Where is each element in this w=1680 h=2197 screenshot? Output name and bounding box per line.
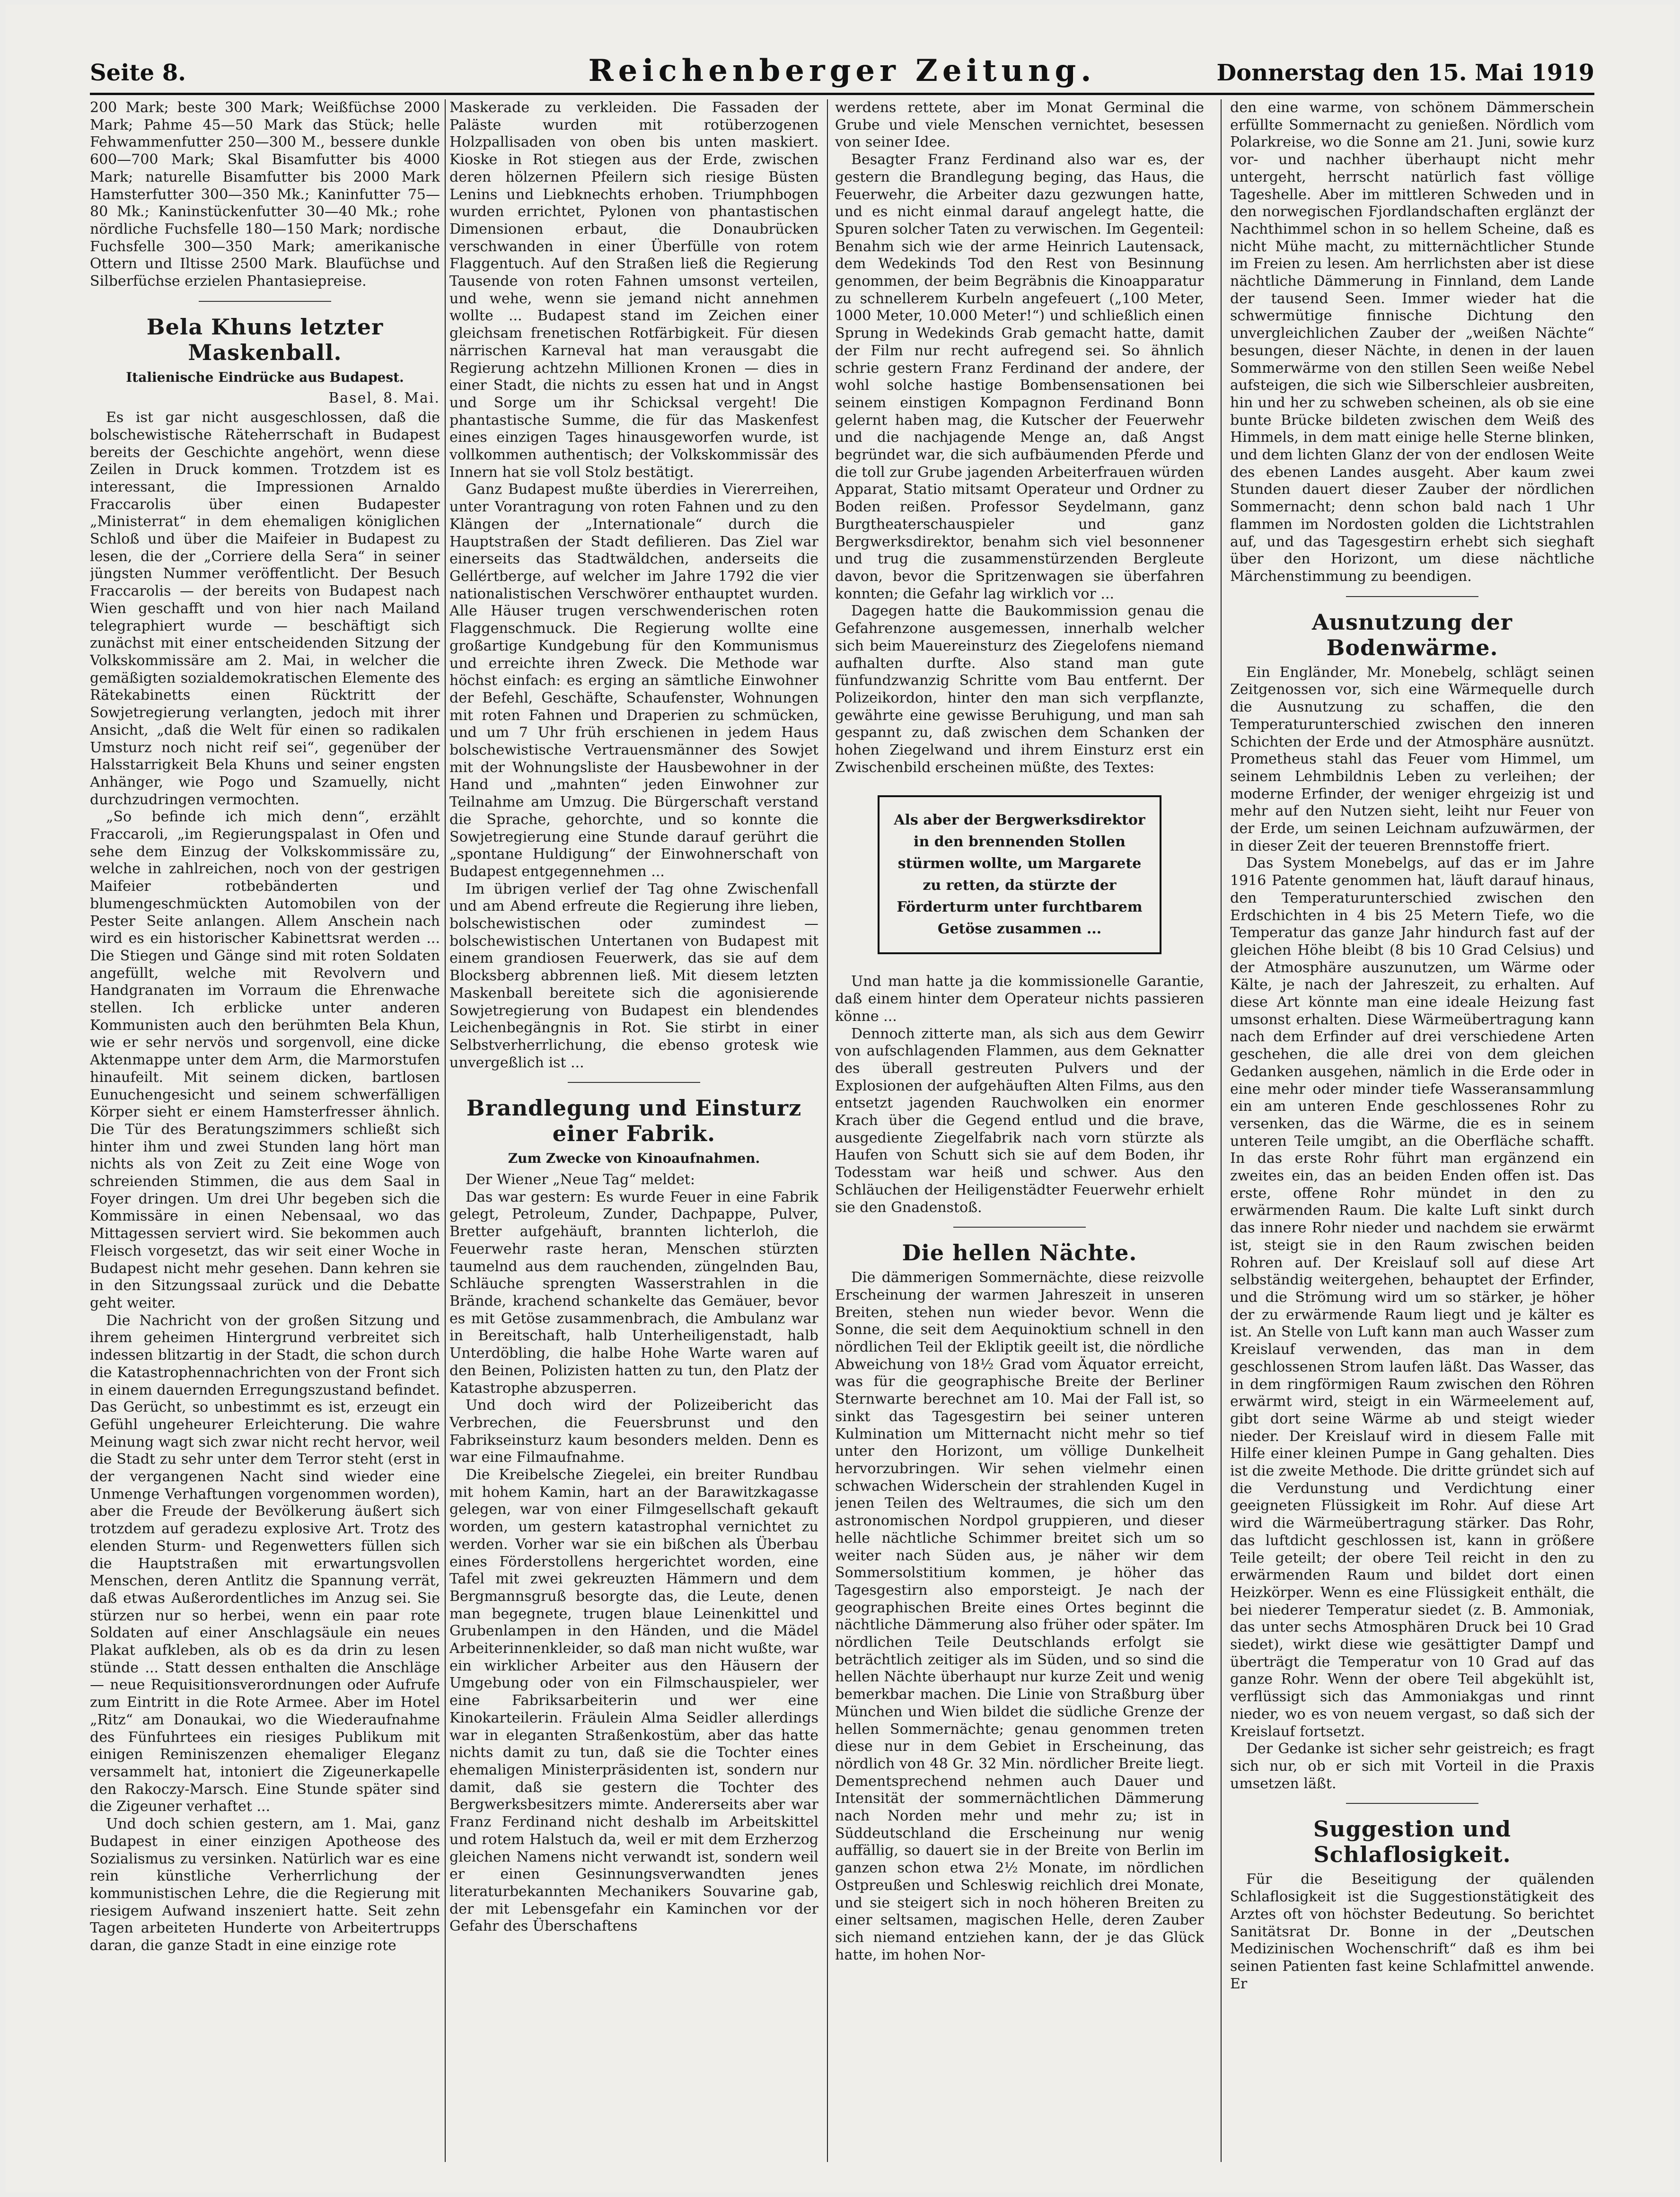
article-paragraph: Der Wiener „Neue Tag“ meldet: — [466, 1171, 695, 1188]
fur-prices-text: 200 Mark; beste 300 Mark; Weißfüchse 2000 Mark; Pahme 45—50 Mark das Stück; helle Fehwammenfutter 250—300 M., bessere dunkle 600—700 Mark; Skal Bisamfutter bis 4000 Mark; naturelle Bisamfutter bis 2000 Mark Hamsterfutter 300—350 Mk.; Kaninfutter 75—80 Mk.; Kaninstückenfutter 30—40 Mk.; rohe nördliche Fuchsfelle 180—150 Mark; nordische Fuchsfelle 300—350 Mark; amerikanische Ottern und Iltisse 2500 Mark. Blaufüchse und Silberfüchse erzielen Phantasiepreise. — [90, 99, 440, 290]
column-divider — [827, 99, 828, 2162]
article-separator — [1346, 1803, 1478, 1804]
masthead-rule — [90, 93, 1594, 95]
article-headline: Suggestion und Schlaflosigkeit. — [1313, 1816, 1512, 1868]
page-number: Seite 8. — [90, 60, 186, 86]
article-paragraph: den eine warme, von schönem Dämmerschein erfüllte Sommernacht zu genießen. Nördlich vom Polarkreise, wo die Sonne am 21. Juni, sowie kurz vor- und nachher überhaupt nicht mehr untergeht, herrscht natürlich fast völlige Tageshelle. Aber im mittleren Schweden und in den norwegischen Fjordlandschaften erglänzt der Nachthimmel schon in so hellem Scheine, daß es nicht Mühe macht, zu mitternächtlicher Stunde im Freien zu lesen. Am herrlichsten aber ist diese nächtliche Dämmerung in Finnland, dem Lande der tausend Seen. Immer wieder hat die schwermütige finnische Dichtung den unvergleichlichen Zauber der „weißen Nächte“ besungen, dieser Nächte, in denen in der lauen Sommerwärme von den stillen Seen weiße Nebel aufsteigen, die sich wie Silberschleier ausbreiten, hin und her zu schweben scheinen, als ob sie eine bunte Brücke bildeten zwischen dem Weiß des Himmels, in dem matt einige helle Sterne blinken, und dem lichten Glanz der von der endlosen Weite des ebenen Landes ausgeht. Aber kaum zwei Stunden dauert dieser Zauber der nördlichen Sommernacht; denn schon bald nach 1 Uhr flammen im Nordosten golden die Lichtstrahlen auf, und das Tagesgestirn erhebt sich sieghaft über den Horizont, um diese nächtliche Märchenstimmung zu beendigen. — [1230, 99, 1594, 585]
column-3 — [835, 99, 1204, 2162]
article-paragraph: Die dämmerigen Sommernächte, diese reizvolle Erscheinung der warmen Jahreszeit in unseren Breiten, stehen nun wieder bevor. Wenn die Sonne, die seit dem Aequinoktium schnell in den nördlichen Teil der Ekliptik geeilt ist, die nördliche Abweichung von 18½ Grad vom Äquator erreicht, was für die geographische Breite der Berliner Sternwarte berechnet am 10. Mai der Fall ist, so sinkt das Tagesgestirn bei seiner unteren Kulmination um Mitternacht nicht mehr so tief unter den Horizont, um völlige Dunkelheit hervorzubringen. Wir sehen vielmehr einen schwachen Widerschein der strahlenden Kugel in jenen Teilen des Weltraumes, die sich um den astronomischen Nordpol gruppieren, und dieser helle nächtliche Schimmer breitet sich um so weiter nach Süden aus, je näher wir dem Sommersolstitium kommen, je höher das Tagesgestirn also emporsteigt. Je nach der geographischen Breite eines Ortes beginnt die nächtliche Dämmerung also früher oder später. Im nördlichen Teile Deutschlands erfolgt sie beträchtlich zeitiger als im Süden, und so sind die hellen Nächte überhaupt nur kurze Zeit und wenig bemerkbar machen. Die Linie von Straßburg über München und Wien bildet die südliche Grenze der hellen Sommernächte; genau genommen treten diese nur in dem Gebiet in Erscheinung, das nördlich von 48 Gr. 32 Min. nördlicher Breite liegt. Dementsprechend nehmen auch Dauer und Intensität der sommernächtlichen Dämmerung nach Norden mehr und mehr zu; ist in Süddeutschland die Erscheinung nur wenig auffällig, so dauert sie in der Breite von Berlin im ganzen schon etwa 2½ Monate, im nördlichen Ostpreußen und Schleswig reichlich drei Monate, und sie steigert sich in noch höheren Breiten zu einer seltsamen, magischen Helle, deren Zauber sich niemand entziehen kann, der je das Glück hatte, im hohen Nor- — [835, 1269, 1204, 1963]
column-divider — [445, 99, 446, 2162]
article-paragraph: werdens rettete, aber im Monat Germinal die Grube und viele Menschen vernichtet, besessen von seiner Idee. — [835, 99, 1204, 151]
article-paragraph: Ganz Budapest mußte überdies in Viererreihen, unter Vorantragung von roten Fahnen und zu den Klängen der „Internationale“ durch die Hauptstraßen der Stadt defilieren. Das Ziel war einerseits das Stadtwäldchen, anderseits die Gellértberge, auf welcher im Jahre 1792 die vier nationalistischen Verschwörer enthauptet wurden. Alle Häuser trugen verschwenderischen roten Flaggenschmuck. Die Regierung wollte eine großartige Kundgebung für den Kommunismus und erreichte ihren Zweck. Die Methode war höchst einfach: es erging an sämtliche Einwohner der Befehl, Geschäfte, Schaufenster, Wohnungen mit roten Fahnen und Draperien zu schmücken, und um 7 Uhr früh erschienen in jedem Haus bolschewistische Vertrauensmänner des Sowjet mit der Wohnungsliste der Hausbewohner in der Hand und „mahnten“ jeden Einwohner zur Teilnahme am Umzug. Die Bürgerschaft verstand die Sprache, gehorchte, und so konnte die Sowjetregierung eine Stunde darauf gerührt die „spontane Huldigung“ der Einwohnerschaft von Budapest entgegennehmen ... — [449, 481, 818, 880]
article-subheadline: Zum Zwecke von Kinoaufnahmen. — [508, 1151, 760, 1167]
article-paragraph: Und doch schien gestern, am 1. Mai, ganz Budapest in einer einzigen Apotheose des Sozialismus zu versinken. Natürlich war es eine rein künstliche Verherrlichung der kommunistischen Lehre, die die Regierung mit riesigem Aufwand inszeniert hatte. Seit zehn Tagen arbeiteten Hunderte von Arbeitertrupps daran, die ganze Stadt in eine einzige rote — [90, 1816, 440, 1954]
article-paragraph: Der Gedanke ist sicher sehr geistreich; es fragt sich nur, ob er sich mit Vorteil in die Praxis umsetzen läßt. — [1230, 1740, 1594, 1792]
article-paragraph: Und man hatte ja die kommissionelle Garantie, daß einem hinter dem Operateur nichts passieren könne ... — [835, 973, 1204, 1025]
column-4 — [1230, 99, 1594, 2162]
article-paragraph: Dennoch zitterte man, als sich aus dem Gewirr von aufschlagenden Flammen, aus dem Geknatter des überall gestreuten Pulvers und der Explosionen der aufgehäuften Alten Films, aus den entsetzt jagenden Rauchwolken ein enormer Krach über die Gegend entlud und die brave, ausgediente Ziegelfabrik nach vorn stürzte als Haufen von Schutt sich sie auf dem Boden, ihr Todesstam war heiß und schwer. Aus den Schläuchen der Heiligenstädter Feuerwehr erhielt sie den Gnadenstoß. — [835, 1025, 1204, 1216]
column-2 — [449, 99, 818, 2162]
newspaper-title: Reichenberger Zeitung. — [588, 53, 1096, 88]
film-intertitle-box: Als aber der Bergwerksdirektor in den brennenden Stollen stürmen wollte, um Margarete zu retten, da stürzte der Förderturm unter furchtbarem Getöse zusammen ... — [878, 795, 1161, 954]
article-paragraph: Und doch wird der Polizeibericht das Verbrechen, die Feuersbrunst und den Fabrikseinsturz kaum besonders melden. Denn es war eine Filmaufnahme. — [449, 1397, 818, 1466]
article-paragraph: Das System Monebelgs, auf das er im Jahre 1916 Patente genommen hat, läuft darauf hinaus, den Temperaturunterschied zwischen den Erdschichten in 4 bis 25 Metern Tiefe, wo die Temperatur das ganze Jahr hindurch fast auf der gleichen Höhe bleibt (8 bis 10 Grad Celsius) und der Atmosphäre auszunutzen, um Wärme oder Kälte, je nach der Jahreszeit, zu erhalten. Auf diese Art könnte man eine ideale Heizung fast umsonst erhalten. Diese Wärmeübertragung kann nach dem Erfinder auf drei verschiedene Arten geschehen, die alle drei von dem gleichen Gedanken ausgehen, nämlich in die Erde oder in eine mehr oder minder tiefe Wasseransammlung ein am unteren Ende geschlossenes Rohr zu versenken, das die Wärme, die es in seinem unteren Teile umgibt, an die Oberfläche schafft. In das erste Rohr führt man ergänzend ein zweites ein, das an beiden Enden offen ist. Das erste, offene Rohr mündet in den zu erwärmenden Raum. Die kalte Luft sinkt durch das innere Rohr nieder und nachdem sie erwärmt ist, steigt sie in den Raum zwischen beiden Rohren auf. Der Kreislauf soll auf diese Art selbständig weitergehen, behauptet der Erfinder, und die Strömung wird um so stärker, je höher der zu erwärmende Raum liegt und je kälter es ist. An Stelle von Luft kann man auch Wasser zum Kreislauf verwenden, das man in dem geschlossenen Strom laufen läßt. Das Wasser, das in dem ringförmigen Raum zwischen den Röhren erwärmt wird, steigt in ein Wärmeelement auf, gibt dort seine Wärme ab und steigt wieder nieder. Der Kreislauf wird in diesem Falle mit Hilfe einer kleinen Pumpe in Gang gehalten. Dies ist die zweite Methode. Die dritte gründet sich auf die Verdunstung und Verdichtung einer geeigneten Flüssigkeit im Rohr. Auf diese Art wird die Wärmeübertragung stärker. Das Rohr, das luftdicht geschlossen ist, kann in größere Teile geteilt; der obere Teil reicht in den zu erwärmenden Raum und bildet dort einen Heizkörper. Wenn es eine Flüssigkeit enthält, die bei niederer Temperatur siedet (z. B. Ammoniak, das unter sechs Atmosphären Druck bei 10 Grad siedet), wirkt diese wie gesättigter Dampf und überträgt die Temperatur von 10 Grad auf das ganze Rohr. Wenn der obere Teil abgekühlt ist, verflüssigt sich das Ammoniakgas und rinnt nieder, wo es von neuem vergast, so daß sich der Kreislauf fortsetzt. — [1230, 855, 1594, 1740]
article-paragraph: Im übrigen verlief der Tag ohne Zwischenfall und am Abend erfreute die Regierung ihre lieben, bolschewistischen oder zumindest — bolschewistischen Untertanen von Budapest mit einem grandiosen Feuerwerk, das sie auf dem Blocksberg abbrennen ließ. Mit diesem letzten Maskenball bereitete sich die agonisierende Sowjetregierung von Budapest ein blendendes Leichenbegängnis in Rot. Sie stirbt in einer Selbstverherrlichung, die ebenso grotesk wie unvergeßlich ist ... — [449, 880, 818, 1071]
article-paragraph: Die Nachricht von der großen Sitzung und ihrem geheimen Hintergrund verbreitet sich indessen blitzartig in der Stadt, die schon durch die Katastrophennachrichten von der Front sich in einem dauernden Erregungszustand befindet. Das Gerücht, so unbestimmt es ist, erzeugt ein Gefühl ungeheurer Erleichterung. Die wahre Meinung wagt sich zwar nicht recht hervor, weil die Stadt zu sehr unter dem Terror steht (erst in der vergangenen Nacht sind wieder eine Unmenge Verhaftungen vorgenommen worden), aber die Freude der Bevölkerung äußert sich trotzdem auf geradezu explosive Art. Trotz des elenden Sturm- und Regenwetters füllen sich die Hauptstraßen mit erwartungsvollen Menschen, deren Antlitz die Spannung verrät, daß etwas Außerordentliches im Anzug sei. Sie stürzen nur so herbei, wenn ein paar rote Soldaten auf einer Anschlagsäule ein neues Plakat aufkleben, als ob es da drin zu lesen stünde ... Statt dessen enthalten die Anschläge — neue Requisitionsverordnungen oder Aufrufe zum Eintritt in die Rote Armee. Aber im Hotel „Ritz“ am Donaukai, wo die Wiederaufnahme des Fünfuhrtees ein riesiges Publikum mit einigen Reminiszenzen ehemaliger Eleganz versammelt hat, intoniert die Zigeunerkapelle den Rakoczy-Marsch. Eine Stunde später sind die Zigeuner verhaftet ... — [90, 1312, 440, 1815]
article-paragraph: Maskerade zu verkleiden. Die Fassaden der Paläste wurden mit rotüberzogenen Holzpallisaden von oben bis unten maskiert. Kioske in Rot stiegen aus der Erde, zwischen deren hölzernen Pfeilern sich riesige Büsten Lenins und Liebknechts erhoben. Triumphbogen wurden errichtet, Pylonen von phantastischen Dimensionen erbaut, die Donaubrücken verschwanden in einer Überfülle von rotem Flaggentuch. Auf den Straßen ließ die Regierung Tausende von roten Fahnen umsonst verteilen, und wehe, wenn sie jemand nicht annehmen wollte ... Budapest stand im Zeichen einer gleichsam frenetischen Rotfärbigkeit. Für diesen närrischen Karneval hat man verausgabt die Regierung achtzehn Millionen Kronen — dies in einer Stadt, die nichts zu essen hat und in Angst und Sorge um ihr Schicksal vergeht! Die phantastische Summe, die für das Maskenfest eines einzigen Tages hinausgeworfen wurde, ist vollkommen authentisch; der Volkskommissär des Innern hat sie voll Stolz bestätigt. — [449, 99, 818, 481]
article-separator — [199, 301, 331, 302]
article-paragraph: Es ist gar nicht ausgeschlossen, daß die bolschewistische Räteherrschaft in Budapest bereits der Geschichte angehört, wenn diese Zeilen in Druck kommen. Trotzdem ist es interessant, die Impressionen Arnaldo Fraccarolis über einen Budapester „Ministerrat“ in dem ehemaligen königlichen Schloß und über die Maifeier in Budapest zu lesen, die der „Corriere della Sera“ in seiner jüngsten Nummer veröffentlicht. Der Besuch Fraccarolis — der bereits von Budapest nach Wien geschafft und von hier nach Mailand telegraphiert wurde — beschäftigt sich zunächst mit einer entscheidenden Sitzung der Volkskommissäre am 2. Mai, in welcher die gemäßigten sozialdemokratischen Elemente des Rätekabinetts einen Rücktritt der Sowjetregierung verlangten, jedoch mit ihrer Ansicht, „daß die Welt für einen so radikalen Umsturz noch nicht reif sei“, gegenüber der Halsstarrigkeit Bela Khuns und seiner engsten Anhänger, wie Pogo und Szamuelly, nicht durchzudringen vermochten. — [90, 409, 440, 808]
column-1 — [90, 99, 440, 2162]
column-divider — [1221, 99, 1222, 2162]
article-paragraph: Das war gestern: Es wurde Feuer in eine Fabrik gelegt, Petroleum, Zunder, Dachpappe, Pulver, Bretter aufgehäuft, brannten lichterloh, die Feuerwehr raste heran, Menschen stürzten taumelnd aus dem rauchenden, züngelnden Bau, Schläuche sprengten Wasserstrahlen in die Brände, krachend schankelte das Gemäuer, bevor es mit Getöse zusammenbrach, die Ambulanz war in Bereitschaft, halb Unterheiligenstadt, halb Unterdöbling, die halbe Hohe Warte waren auf den Beinen, Polizisten hatten zu tun, den Platz der Katastrophe abzusperren. — [449, 1188, 818, 1397]
article-paragraph: Ein Engländer, Mr. Monebelg, schlägt seinen Zeitgenossen vor, sich eine Wärmequelle durch die Ausnutzung zu schaffen, die den Temperaturunterschied zwischen den inneren Schichten der Erde und der Atmosphäre ausnützt. Prometheus stahl das Feuer vom Himmel, um seinem Lehmbildnis Leben zu verleihen; der moderne Erfinder, der weniger ehrgeizig ist und mehr auf den Nutzen sieht, leiht nur Feuer von der Erde, um seinen Leichnam aufzuwärmen, der in dieser Zeit der teueren Brennstoffe friert. — [1230, 664, 1594, 854]
article-paragraph: „So befinde ich mich denn“, erzählt Fraccaroli, „im Regierungspalast in Ofen und sehe dem Einzug der Volkskommissäre zu, welche in zahlreichen, noch von der gestrigen Maifeier rotbebänderten und blumengeschmückten Automobilen von der Pester Seite anlangen. Allem Anschein nach wird es ein historischer Kabinettsrat werden ... Die Stiegen und Gänge sind mit roten Soldaten angefüllt, welche mit Revolvern und Handgranaten im Vorraum die Ehrenwache stellen. Ich erblicke unter anderen Kommunisten auch den berühmten Bela Khun, wie er sehr nervös und sorgenvoll, eine dicke Aktenmappe unter dem Arm, die Marmorstufen hinaufeilt. Mit seinem dicken, bartlosen Eunuchengesicht und seinem schwerfälligen Körper sieht er einem Hamsterfresser ähnlich. Die Tür des Beratungszimmers schließt sich hinter ihm und zwei Stunden lang hört man nichts als von Zeit zu Zeit eine Woge von schreienden Stimmen, die aus dem Saal in Foyer dringen. Um drei Uhr begeben sich die Kommissäre in einen Nebensaal, wo das Mittagessen serviert wird. Sie bekommen auch Fleisch vorgesetzt, das wir seit einer Woche in Budapest nicht mehr gesehen. Dann kehren sie in den Sitzungssaal zurück und die Debatte geht weiter. — [90, 808, 440, 1311]
article-paragraph: Für die Beseitigung der quälenden Schlaflosigkeit ist die Suggestionstätigkeit des Arztes oft von höchster Bedeutung. So berichtet Sanitätsrat Dr. Bonne in der „Deutschen Medizinischen Wochenschrift“ daß es ihm bei seinen Patienten fast keine Schlafmittel anwende. Er — [1230, 1871, 1594, 1992]
article-headline: Ausnutzung der Bodenwärme. — [1311, 609, 1513, 660]
article-dateline: Basel, 8. Mai. — [328, 390, 440, 407]
article-separator — [568, 1082, 700, 1083]
article-separator — [953, 1227, 1086, 1228]
article-subheadline: Italienische Eindrücke aus Budapest. — [126, 369, 404, 385]
article-paragraph: Die Kreibelsche Ziegelei, ein breiter Rundbau mit hohem Kamin, hart an der Barawitzkagasse gelegen, war von einer Filmgesellschaft gekauft worden, um gestern katastrophal vernichtet zu werden. Vorher war sie ein bißchen als Überbau eines Förderstollens hergerichtet worden, eine Tafel mit zwei gekreuzten Hämmern und dem Bergmannsgruß besorgte das, die Leute, denen man begegnete, trugen blaue Leinenkittel und Grubenlampen in den Händen, und die Mädel Arbeiterinnenkleider, so daß man nicht wußte, war ein wirklicher Arbeiter aus den Häusern der Umgebung oder von ein Filmschauspieler, wer eine Fabriksarbeiterin und wer eine Kinokarteilerin. Fräulein Alma Seidler allerdings war in eleganten Straßenkostüm, aber das hatte nichts damit zu tun, daß sie die Tochter eines ehemaligen Ministerpräsidenten ist, sondern nur damit, daß sie gestern die Tochter des Bergwerksbesitzers mimte. Andererseits aber war Franz Ferdinand nicht deshalb im Arbeitskittel und rotem Halstuch da, weil er mit dem Erzherzog gleichen Namens nicht verwandt ist, sondern weil er einen Gesinnungsverwandten jenes literaturbekannten Mechanikers Souvarine gab, der mit Lebensgefahr ein Kaminchen vor der Gefahr des Überschaftens — [449, 1467, 818, 1935]
article-separator — [1346, 596, 1478, 597]
article-paragraph: Dagegen hatte die Baukommission genau die Gefahrenzone ausgemessen, innerhalb welcher sich beim Mauereinsturz des Ziegelofens niemand aufhalten durfte. Also stand man gute fünfundzwanzig Schritte vom Bau entfernt. Der Polizeikordon, hinter den man sich verpflanzte, gewährte eine gewisse Beruhigung, und man sah gespannt zu, daß zwischen dem Schanken der hohen Ziegelwand und ihrem Einsturz erst ein Zwischenbild erscheinen müßte, des Textes: — [835, 603, 1204, 776]
article-headline: Die hellen Nächte. — [902, 1240, 1137, 1266]
article-paragraph: Besagter Franz Ferdinand also war es, der gestern die Brandlegung beging, das Haus, die Feuerwehr, die Arbeiter dazu gezwungen hatte, und es nicht einmal darauf angelegt hatte, die Spuren solcher Taten zu verwischen. Im Gegenteil: Benahm sich wie der arme Heinrich Lautensack, dem Wedekinds Tod den Rest von Besinnung genommen, der beim Begräbnis die Kinoapparatur zu schnellerem Kurbeln angefeuert („100 Meter, 1000 Meter, 10.000 Meter!“) und schließlich einen Sprung in Wedekinds Grab gemacht hatte, damit der Film nur recht aufregend sei. So ähnlich schrie gestern Franz Ferdinand der andere, der wohl solche hastige Bombensensationen bei seinem einstigen Kompagnon Ferdinand Bonn gelernt haben mag, die Kutscher der Feuerwehr und die nachjagende Menge an, daß Angst begründet war, die sich aufbäumenden Pferde und die toll zur Grube jagenden Arbeiterfrauen würden Apparat, Statio mitsamt Operateur und Ordner zu Boden reißen. Professor Seydelmann, ganz Burgtheaterschauspieler und ganz Bergwerksdirektor, benahm sich viel besonnener und trug die zusammenstürzenden Bergleute davon, bevor die Spritzenwagen sie überfahren konnten; die Gefahr lag wirklich vor ... — [835, 151, 1204, 602]
issue-date: Donnerstag den 15. Mai 1919 — [1216, 60, 1594, 86]
article-headline: Brandlegung und Einsturz einer Fabrik. — [466, 1095, 802, 1147]
masthead — [90, 53, 1594, 96]
article-headline: Bela Khuns letzter Maskenball. — [146, 314, 384, 365]
